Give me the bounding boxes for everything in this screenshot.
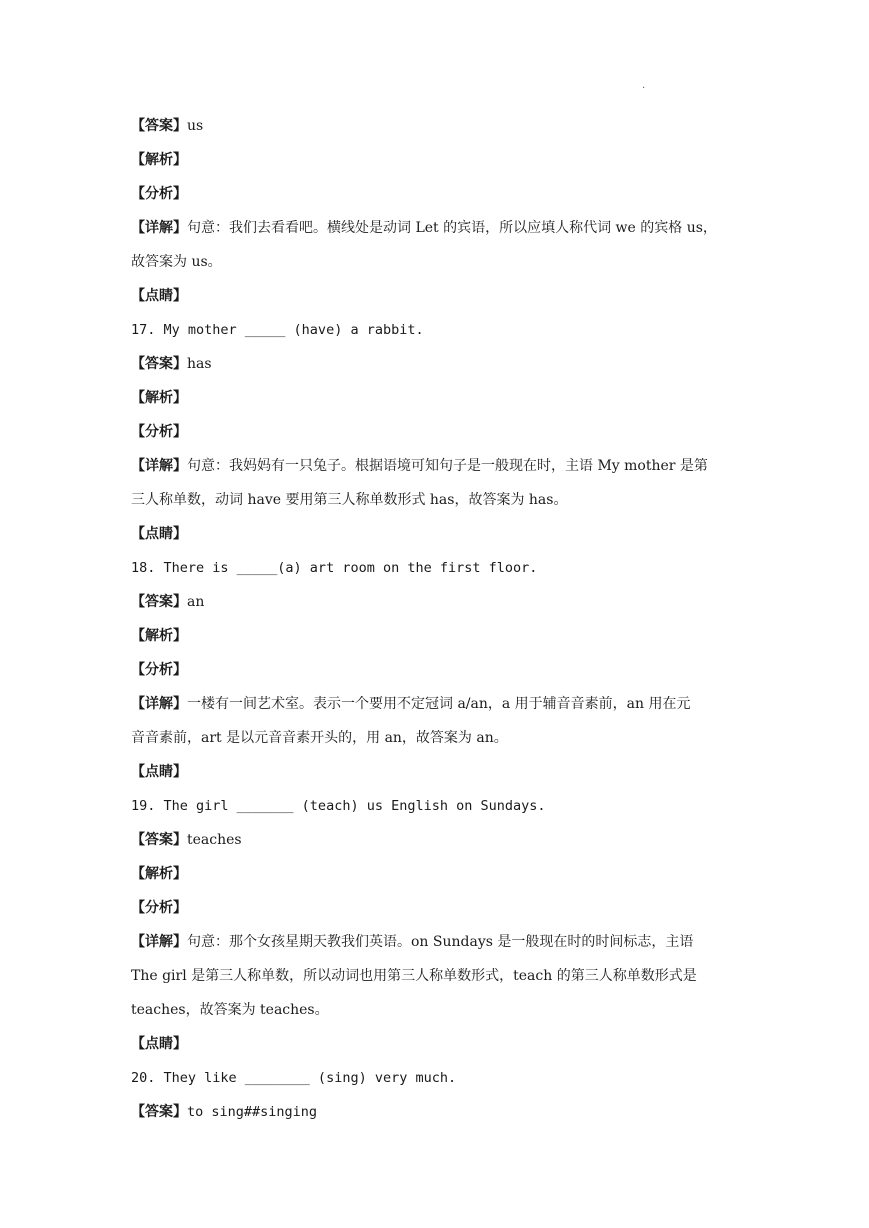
analysis-line: [131, 857, 741, 891]
answer-text: to sing##singing: [187, 1104, 318, 1120]
detail-line: [131, 449, 741, 483]
answer-line: [131, 823, 741, 857]
comment-label: 【点睛】: [131, 526, 187, 542]
comment-line: [131, 1027, 741, 1061]
comment-line: [131, 279, 741, 313]
analysis-line: [131, 381, 741, 415]
comment-label: 【点睛】: [131, 764, 187, 780]
comment-label: 【点睛】: [131, 288, 187, 304]
detail-text: 句意：我妈妈有一只兔子。根据语境可知句子是一般现在时，主语 My mother 是第: [187, 458, 708, 474]
detail-text: 句意：我们去看看吧。横线处是动词 Let 的宾语，所以应填人称代词 we 的宾格 us，: [187, 220, 717, 236]
breakdown-line: [131, 653, 741, 687]
detail-label: 【详解】: [131, 934, 187, 950]
answer-label: 【答案】: [131, 118, 187, 134]
header-mark: .: [642, 80, 646, 91]
breakdown-label: 【分析】: [131, 900, 187, 916]
answer-line: [131, 109, 741, 143]
detail-line: [131, 211, 741, 245]
answer-text: teaches: [187, 832, 242, 848]
question-18: 18. There is _____(a) art room on the first floor.: [131, 560, 538, 576]
detail-continuation: teaches，故答案为 teaches。: [131, 1002, 329, 1018]
detail-line: [131, 687, 741, 721]
breakdown-label: 【分析】: [131, 662, 187, 678]
breakdown-label: 【分析】: [131, 424, 187, 440]
comment-line: [131, 755, 741, 789]
detail-text: 一楼有一间艺术室。表示一个要用不定冠词 a/an，a 用于辅音音素前，an 用在元: [187, 696, 691, 712]
breakdown-label: 【分析】: [131, 186, 187, 202]
analysis-line: [131, 619, 741, 653]
breakdown-line: [131, 891, 741, 925]
breakdown-line: [131, 177, 741, 211]
analysis-label: 【解析】: [131, 390, 187, 406]
detail-line: [131, 925, 741, 959]
detail-continuation: 三人称单数，动词 have 要用第三人称单数形式 has，故答案为 has。: [131, 492, 568, 508]
breakdown-line: [131, 415, 741, 449]
question-17: 17. My mother _____ (have) a rabbit.: [131, 322, 424, 338]
analysis-line: [131, 143, 741, 177]
comment-label: 【点睛】: [131, 1036, 187, 1052]
answer-label: 【答案】: [131, 832, 187, 848]
detail-label: 【详解】: [131, 458, 187, 474]
detail-text: 句意：那个女孩星期天教我们英语。on Sundays 是一般现在时的时间标志，主语: [187, 934, 694, 950]
answer-label: 【答案】: [131, 356, 187, 372]
question-19: 19. The girl _______ (teach) us English on Sundays.: [131, 798, 546, 814]
detail-continuation: 故答案为 us。: [131, 254, 222, 270]
answer-line: [131, 1095, 741, 1129]
question-20: 20. They like ________ (sing) very much.: [131, 1070, 457, 1086]
answer-line: [131, 347, 741, 381]
detail-label: 【详解】: [131, 220, 187, 236]
analysis-label: 【解析】: [131, 628, 187, 644]
detail-continuation: 音音素前，art 是以元音音素开头的，用 an，故答案为 an。: [131, 730, 508, 746]
answer-label: 【答案】: [131, 594, 187, 610]
detail-continuation: The girl 是第三人称单数，所以动词也用第三人称单数形式，teach 的第三人称单数形式是: [131, 968, 697, 984]
answer-document: [131, 109, 741, 1129]
analysis-label: 【解析】: [131, 152, 187, 168]
answer-line: [131, 585, 741, 619]
detail-label: 【详解】: [131, 696, 187, 712]
analysis-label: 【解析】: [131, 866, 187, 882]
answer-text: has: [187, 356, 212, 372]
answer-text: an: [187, 594, 205, 610]
answer-label: 【答案】: [131, 1104, 187, 1120]
answer-text: us: [187, 118, 204, 134]
comment-line: [131, 517, 741, 551]
